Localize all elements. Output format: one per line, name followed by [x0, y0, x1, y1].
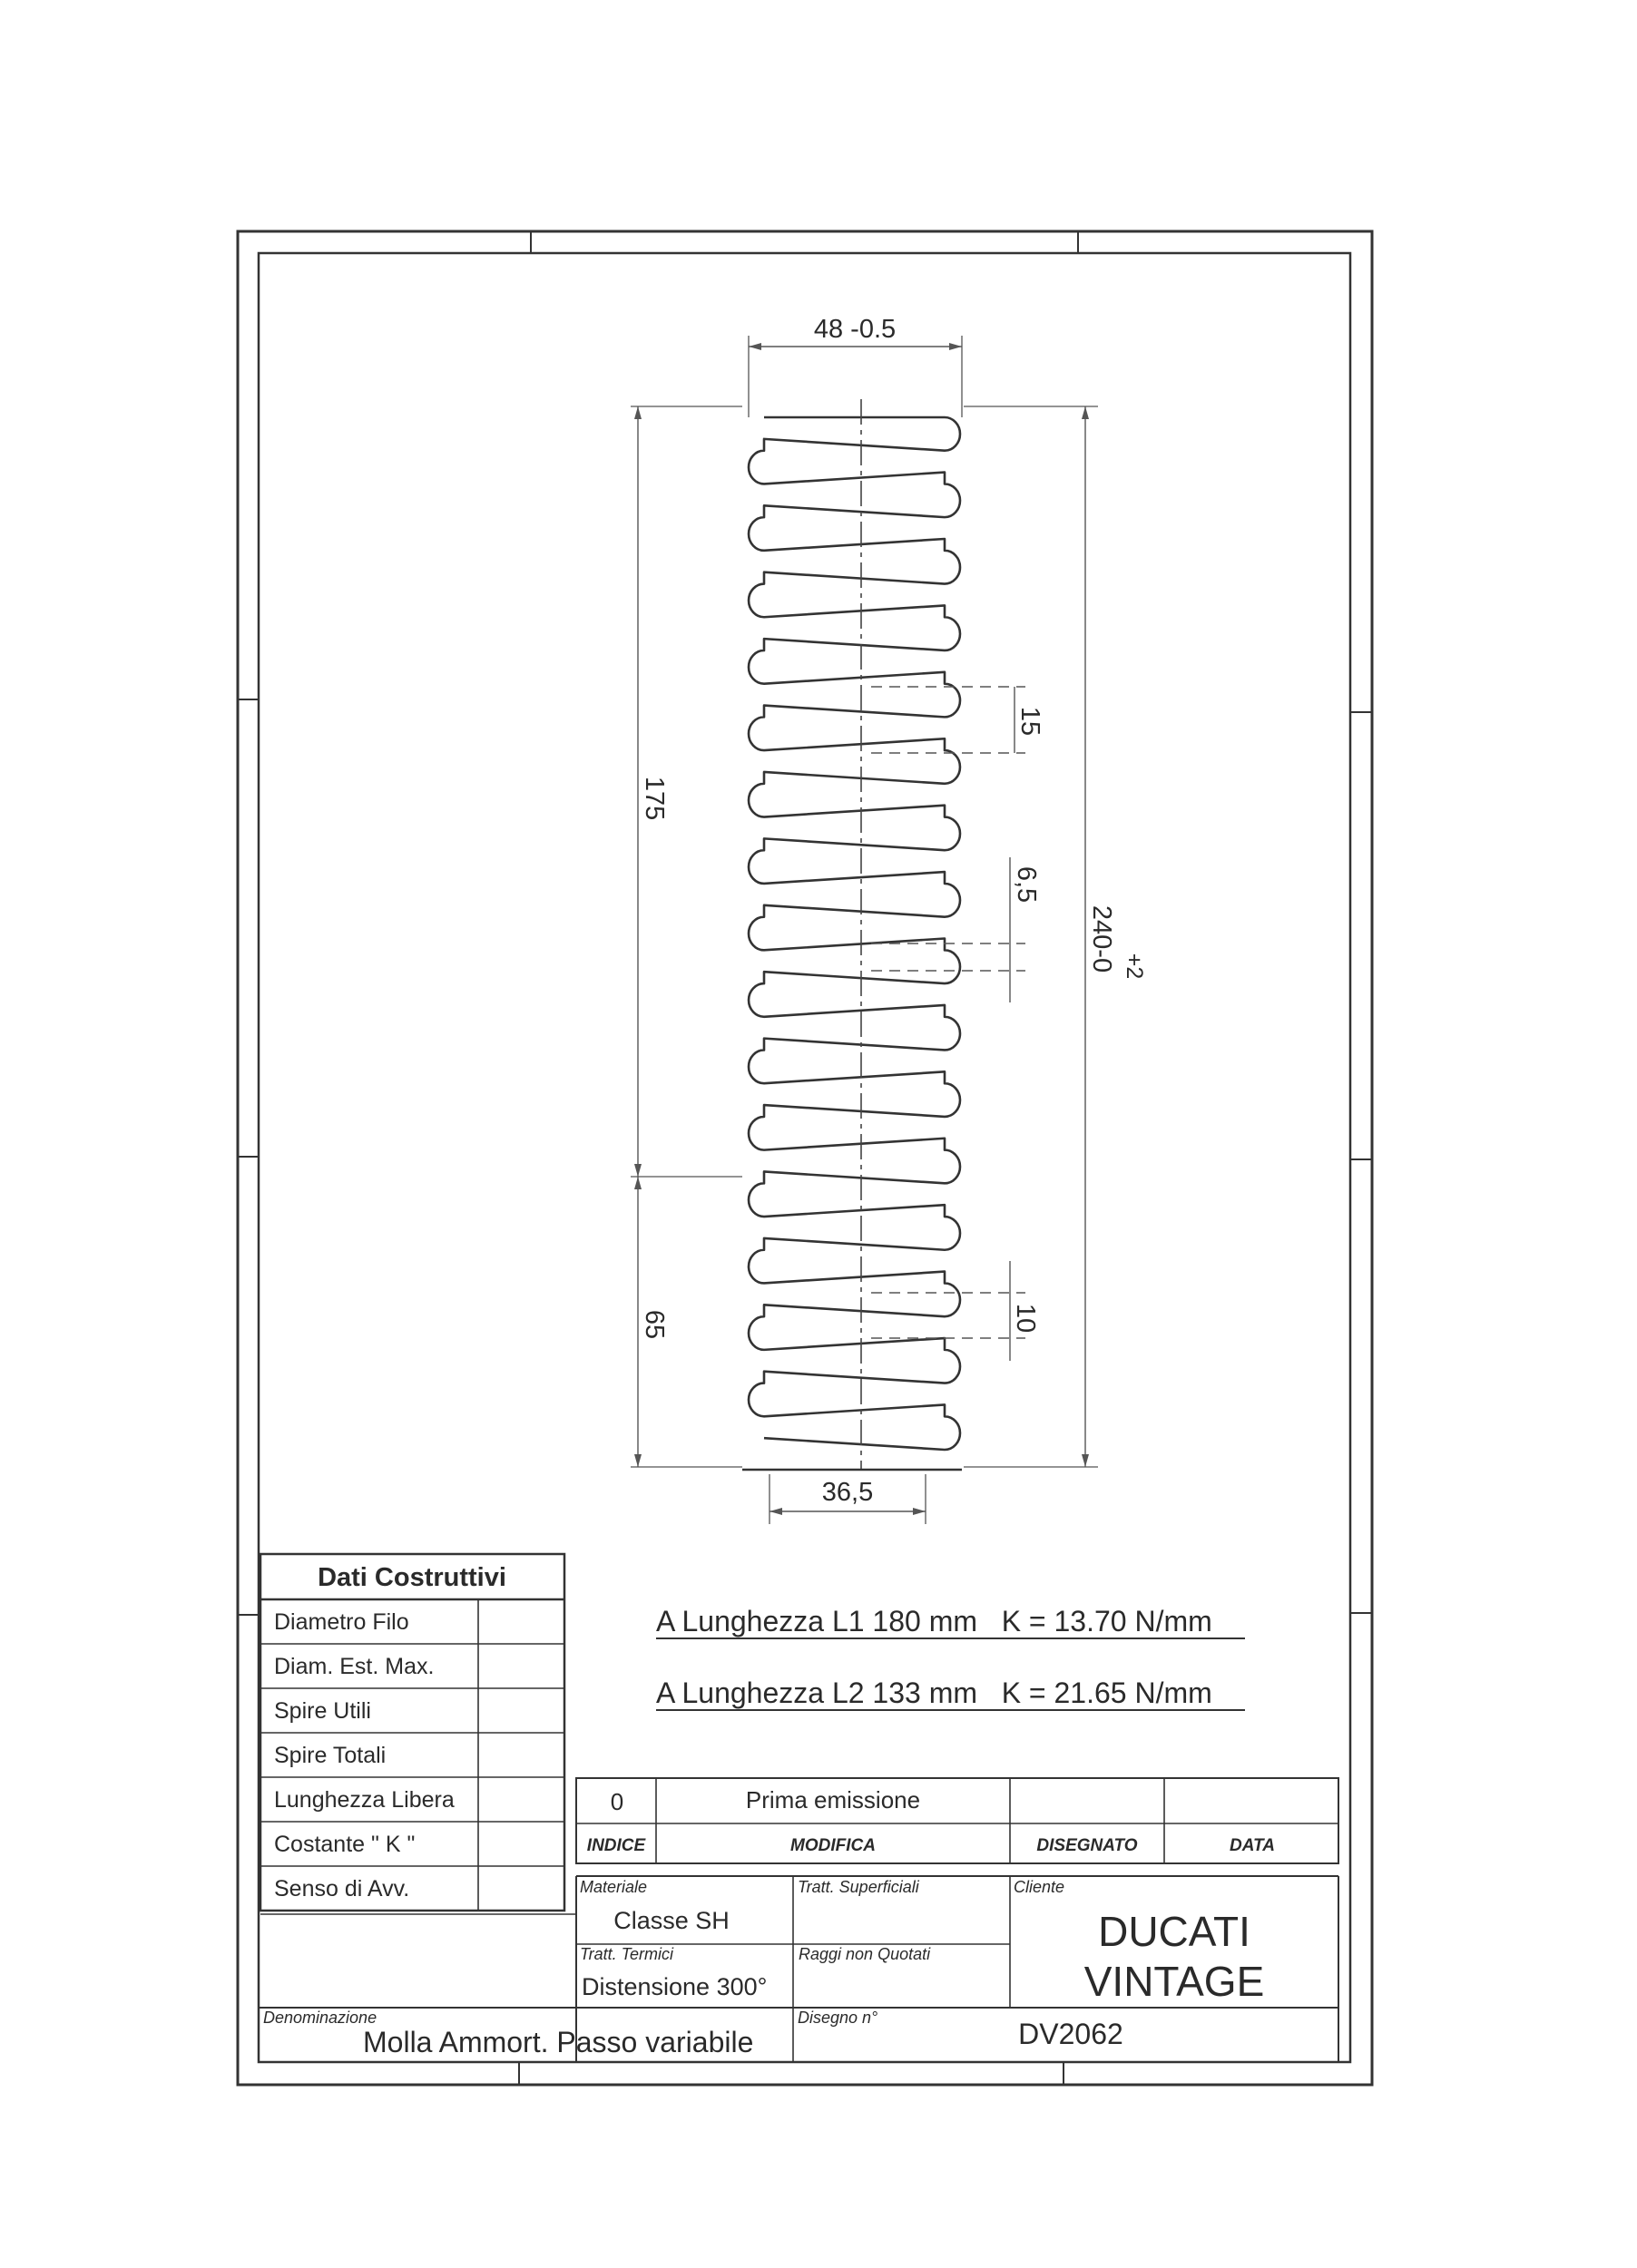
tratt-termici-label: Tratt. Termici [580, 1945, 674, 1963]
dati-row-label: Lunghezza Libera [274, 1787, 455, 1813]
dim-pitch-10-label: 10 [1011, 1303, 1040, 1334]
tratt-superficiali-label: Tratt. Superficiali [798, 1878, 919, 1896]
dati-row-label: Costante " K " [274, 1832, 416, 1857]
dimension-overall-length [964, 406, 1147, 1467]
dim-65-label: 65 [640, 1309, 669, 1340]
dati-row-label: Spire Utili [274, 1698, 371, 1724]
revision-header-indice: INDICE [586, 1836, 646, 1855]
dati-row-label: Spire Totali [274, 1743, 387, 1768]
raggi-label: Raggi non Quotati [799, 1945, 931, 1963]
revision-modifica-value: Prima emissione [745, 1786, 921, 1813]
dimension-section-65 [631, 1177, 742, 1467]
note-line-2: A Lunghezza L2 133 mm K = 21.65 N/mm [656, 1677, 1212, 1709]
disegno-value: DV2062 [1018, 2018, 1123, 2050]
note-line-1: A Lunghezza L1 180 mm K = 13.70 N/mm [656, 1605, 1212, 1637]
cliente-line-2: VINTAGE [1083, 1958, 1265, 2005]
dimension-top-width [749, 315, 962, 417]
spring-drawing [742, 399, 962, 1470]
title-block [259, 1876, 1338, 2062]
dimension-section-175 [631, 406, 742, 1177]
revision-header-data: DATA [1230, 1836, 1275, 1855]
dati-row-label: Diam. Est. Max. [274, 1654, 435, 1679]
revision-header-disegnato: DISEGNATO [1036, 1836, 1138, 1855]
dati-costruttivi-table [260, 1554, 564, 1911]
dati-costruttivi-title: Dati Costruttivi [318, 1563, 506, 1592]
revision-header-modifica: MODIFICA [790, 1836, 876, 1855]
denominazione-label: Denominazione [263, 2009, 377, 2027]
dim-pitch-6-5-label: 6,5 [1012, 865, 1041, 904]
dim-overall-length-tolerance: +2 [1122, 953, 1147, 980]
disegno-label: Disegno n° [798, 2009, 878, 2027]
denominazione-value: Molla Ammort. Passo variabile [363, 2026, 754, 2058]
dim-175-label: 175 [640, 776, 669, 821]
dim-bottom-diameter-label: 36,5 [821, 1478, 874, 1507]
revision-indice-value: 0 [610, 1788, 624, 1815]
dim-overall-length-label: 240-0 [1087, 904, 1116, 973]
dim-pitch-15-label: 15 [1015, 706, 1044, 737]
materiale-value: Classe SH [613, 1907, 730, 1934]
dimension-bottom-diameter [769, 1474, 926, 1524]
dati-row-label: Senso di Avv. [274, 1876, 410, 1901]
revision-block [576, 1778, 1338, 1863]
cliente-label: Cliente [1014, 1878, 1065, 1896]
dati-row-label: Diametro Filo [274, 1609, 409, 1635]
dim-top-width-label: 48 -0.5 [813, 315, 897, 344]
spring-coils [749, 417, 960, 1450]
cliente-line-1: DUCATI [1098, 1908, 1250, 1955]
stiffness-notes [656, 1605, 1245, 1710]
tratt-termici-value: Distensione 300° [582, 1973, 768, 2000]
materiale-label: Materiale [580, 1878, 648, 1896]
dimension-pitch-15 [871, 687, 1044, 753]
